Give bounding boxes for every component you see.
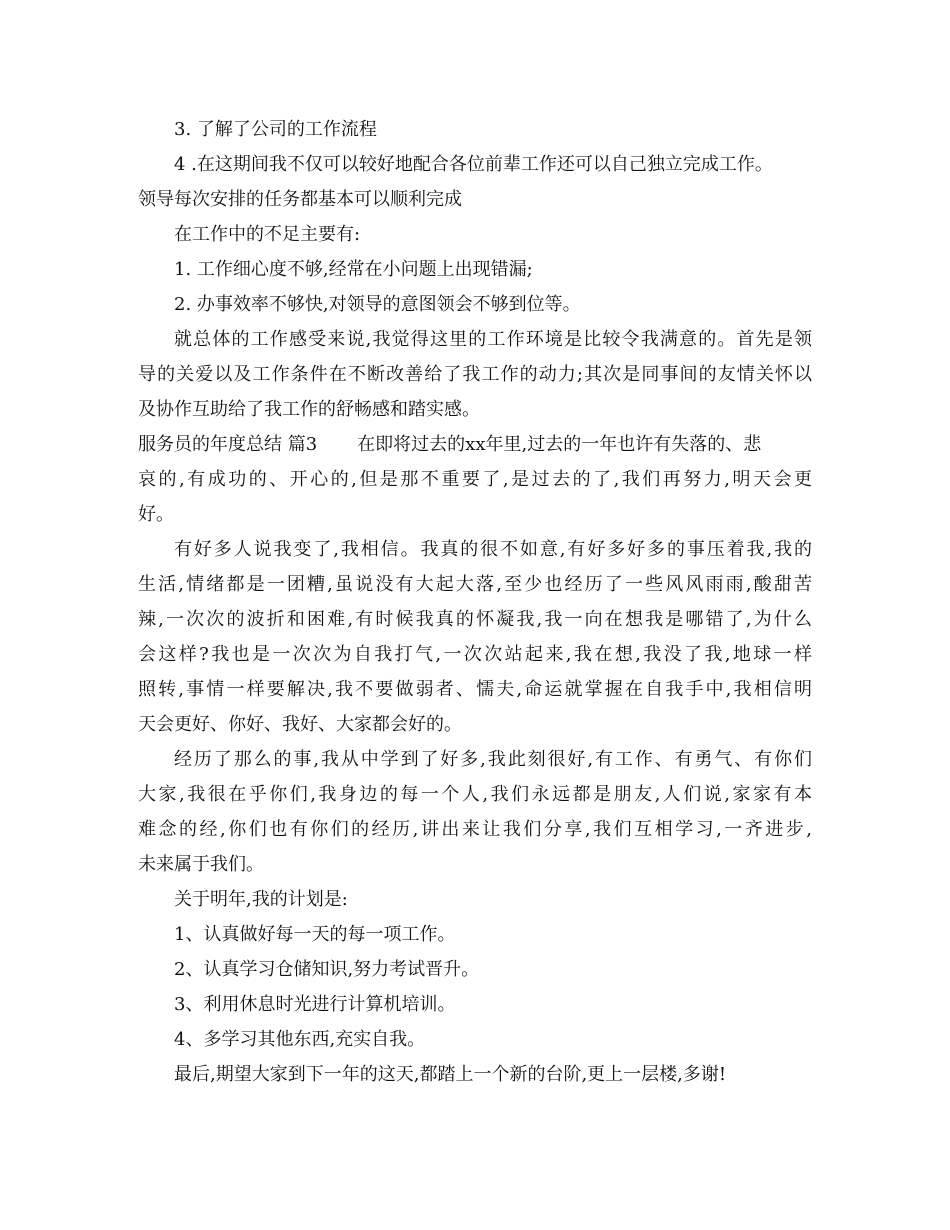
paragraph-line: 领导每次安排的任务都基本可以顺利完成 — [138, 189, 462, 210]
list-item-plan-2: 2、认真学习仓储知识,努力考试晋升。 — [174, 959, 480, 980]
paragraph-start: 在即将过去的xx年里,过去的一年也许有失落的、悲 — [357, 434, 762, 455]
section-heading-shortcomings: 在工作中的不足主要有: — [174, 224, 361, 245]
paragraph-line: 生活,情绪都是一团糟,虽说没有大起大落,至少也经历了一些风风雨雨,酸甜苦 — [138, 574, 812, 595]
paragraph-line: 照转,事情一样要解决,我不要做弱者、懦夫,命运就掌握在自我手中,我相信明 — [138, 679, 812, 700]
paragraph-line: 经历了那么的事,我从中学到了好多,我此刻很好,有工作、有勇气、有你们 — [174, 749, 812, 770]
paragraph-line: 及协作互助给了我工作的舒畅感和踏实感。 — [138, 399, 480, 420]
list-item-cooperation: 4 .在这期间我不仅可以较好地配合各位前辈工作还可以自己独立完成工作。 — [174, 154, 773, 175]
paragraph-line: 辣,一次次的波折和困难,有时候我真的怀凝我,我一向在想我是哪错了,为什么 — [138, 609, 812, 630]
paragraph-line: 好。 — [138, 504, 174, 525]
section-heading-plan: 关于明年,我的计划是: — [174, 889, 348, 910]
list-item-carefulness: 1. 工作细心度不够,经常在小问题上出现错漏; — [174, 259, 533, 280]
section-title: 服务员的年度总结 篇3 — [138, 434, 318, 455]
paragraph-line: 难念的经,你们也有你们的经历,讲出来让我们分享,我们互相学习,一齐进步, — [138, 819, 812, 840]
closing-line: 最后,期望大家到下一年的这天,都踏上一个新的台阶,更上一层楼,多谢! — [174, 1064, 727, 1085]
paragraph-line: 导的关爱以及工作条件在不断改善给了我工作的动力;其次是同事间的友情关怀以 — [138, 364, 812, 385]
section-title-line — [138, 434, 761, 456]
list-item-plan-1: 1、认真做好每一天的每一项工作。 — [174, 924, 456, 945]
list-item-workflow: 3. 了解了公司的工作流程 — [174, 119, 377, 140]
paragraph-line: 会这样?我也是一次次为自我打气,一次次站起来,我在想,我没了我,地球一样 — [138, 644, 812, 665]
paragraph-line: 未来属于我们。 — [138, 854, 264, 875]
list-item-plan-4: 4、多学习其他东西,充实自我。 — [174, 1029, 426, 1050]
list-item-plan-3: 3、利用休息时光进行计算机培训。 — [174, 994, 456, 1015]
paragraph-line: 哀的,有成功的、开心的,但是那不重要了,是过去的了,我们再努力,明天会更 — [138, 469, 812, 490]
paragraph-line: 有好多人说我变了,我相信。我真的很不如意,有好多好多的事压着我,我的 — [174, 539, 812, 560]
paragraph-line: 天会更好、你好、我好、大家都会好的。 — [138, 714, 462, 735]
list-item-efficiency: 2. 办事效率不够快,对领导的意图领会不够到位等。 — [174, 294, 581, 315]
paragraph-line: 就总体的工作感受来说,我觉得这里的工作环境是比较令我满意的。首先是领 — [174, 329, 812, 350]
paragraph-line: 大家,我很在乎你们,我身边的每一个人,我们永远都是朋友,人们说,家家有本 — [138, 784, 812, 805]
